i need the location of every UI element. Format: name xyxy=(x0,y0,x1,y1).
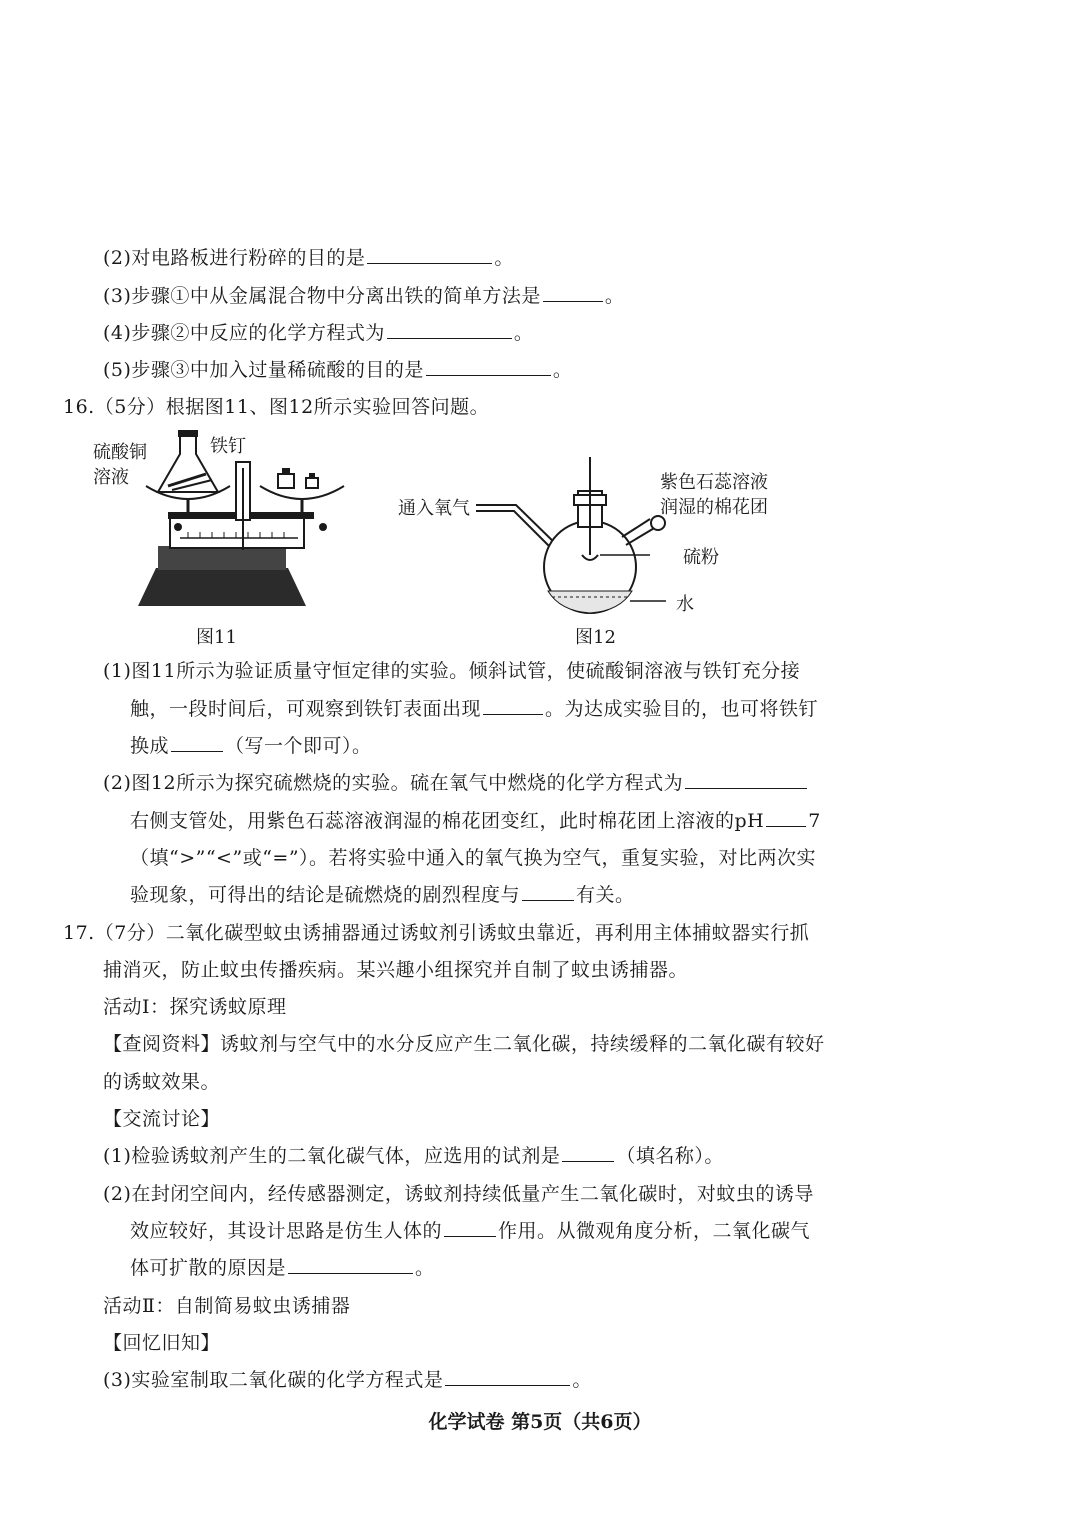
q16-part1-line3: 换成 （写一个即可）。 xyxy=(130,735,372,757)
answer-blank[interactable] xyxy=(444,1218,496,1237)
q15-part5: (5)步骤③中加入过量稀硫酸的目的是 。 xyxy=(103,359,573,381)
q16-part2-line2: 右侧支管处，用紫色石蕊溶液润湿的棉花团变红，此时棉花团上溶液的pH 7 xyxy=(130,810,821,832)
q15-part4: (4)步骤②中反应的化学方程式为 。 xyxy=(103,322,534,344)
fig12-caption: 图12 xyxy=(575,627,616,648)
fig12-label-oxygen: 通入氧气 xyxy=(398,498,470,519)
fig11-label-solution-2: 溶液 xyxy=(93,467,129,488)
answer-blank[interactable] xyxy=(367,245,492,264)
q17-part2-line1: (2)在封闭空间内，经传感器测定，诱蚊剂持续低量产生二氧化碳时，对蚊虫的诱导 xyxy=(103,1183,814,1205)
q17-part2-line2: 效应较好，其设计思路是仿生人体的 作用。从微观角度分析，二氧化碳气 xyxy=(130,1220,811,1242)
answer-blank[interactable] xyxy=(685,770,807,789)
answer-blank[interactable] xyxy=(562,1143,614,1162)
q15-part3-text: (3)步骤①中从金属混合物中分离出铁的简单方法是 xyxy=(103,285,541,307)
answer-blank[interactable] xyxy=(288,1255,413,1274)
answer-blank[interactable] xyxy=(483,696,543,715)
q15-part3: (3)步骤①中从金属混合物中分离出铁的简单方法是 。 xyxy=(103,285,625,307)
q17-part1: (1)检验诱蚊剂产生的二氧化碳气体，应选用的试剂是 （填名称）。 xyxy=(103,1145,724,1167)
page-footer: 化学试卷 第5页（共6页） xyxy=(428,1411,652,1433)
q16-part2-line3: （填“>”“<”或“=”）。若将实验中通入的氧气换为空气，重复实验，对比两次实 xyxy=(130,847,817,869)
q17-info-line1: 【查阅资料】诱蚊剂与空气中的水分反应产生二氧化碳，持续缓释的二氧化碳有较好 xyxy=(103,1033,825,1055)
q17-discuss-heading: 【交流讨论】 xyxy=(103,1108,221,1130)
q15-part2: (2)对电路板进行粉碎的目的是 。 xyxy=(103,247,514,269)
q16-header: 16.（5分）根据图11、图12所示实验回答问题。 xyxy=(63,396,490,418)
answer-blank[interactable] xyxy=(522,882,574,901)
answer-blank[interactable] xyxy=(543,283,603,302)
q17-info-line2: 的诱蚊效果。 xyxy=(103,1071,221,1093)
fig12-label-cotton-1: 紫色石蕊溶液 xyxy=(660,472,768,493)
q16-part1-line1: (1)图11所示为验证质量守恒定律的实验。倾斜试管，使硫酸铜溶液与铁钉充分接 xyxy=(103,660,801,682)
fig11-label-solution-1: 硫酸铜 xyxy=(93,442,147,463)
q17-part3: (3)实验室制取二氧化碳的化学方程式是 。 xyxy=(103,1369,592,1391)
q16-part2-line4: 验现象，可得出的结论是硫燃烧的剧烈程度与 有关。 xyxy=(130,884,635,906)
answer-blank[interactable] xyxy=(426,357,551,376)
q17-part2-line3: 体可扩散的原因是 。 xyxy=(130,1257,435,1279)
fig12-label-cotton-2: 润湿的棉花团 xyxy=(660,497,768,518)
q17-recall-heading: 【回忆旧知】 xyxy=(103,1332,221,1354)
answer-blank[interactable] xyxy=(445,1367,570,1386)
q15-part5-text: (5)步骤③中加入过量稀硫酸的目的是 xyxy=(103,359,424,381)
answer-blank[interactable] xyxy=(387,320,512,339)
answer-blank[interactable] xyxy=(171,733,223,752)
q17-activity1: 活动Ⅰ：探究诱蚊原理 xyxy=(103,996,287,1018)
answer-blank[interactable] xyxy=(766,808,806,827)
q15-part4-text: (4)步骤②中反应的化学方程式为 xyxy=(103,322,385,344)
q17-activity2: 活动Ⅱ：自制简易蚊虫诱捕器 xyxy=(103,1295,351,1317)
fig12-label-sulfur: 硫粉 xyxy=(683,547,719,568)
q17-header-line2: 捕消灭，防止蚊虫传播疾病。某兴趣小组探究并自制了蚊虫诱捕器。 xyxy=(103,959,689,981)
q16-part1-line2: 触，一段时间后，可观察到铁钉表面出现 。为达成实验目的，也可将铁钉 xyxy=(130,698,819,720)
fig11-caption: 图11 xyxy=(196,627,237,648)
q16-part2-line1: (2)图12所示为探究硫燃烧的实验。硫在氧气中燃烧的化学方程式为 xyxy=(103,770,809,796)
fig12-label-water: 水 xyxy=(676,594,694,615)
q17-header-line1: 17.（7分）二氧化碳型蚊虫诱捕器通过诱蚊剂引诱蚊虫靠近，再利用主体捕蚊器实行抓 xyxy=(63,922,810,944)
fig11-label-nail: 铁钉 xyxy=(210,436,246,457)
q15-part2-text: (2)对电路板进行粉碎的目的是 xyxy=(103,247,366,269)
